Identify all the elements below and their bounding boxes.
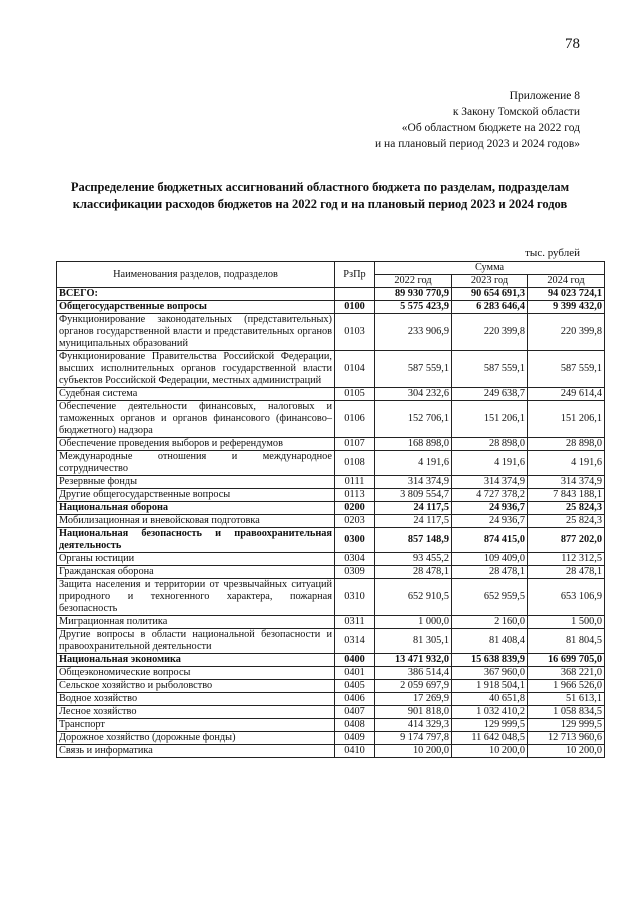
row-code: 0104 [335,351,375,388]
row-code: 0314 [335,629,375,654]
row-value-2023: 2 160,0 [452,616,528,629]
row-code: 0311 [335,616,375,629]
row-value-2024: 877 202,0 [528,528,605,553]
column-header-2022: 2022 год [375,275,452,288]
document-title: Распределение бюджетных ассигнований областного бюджета по разделам, подразделам классификации расходов бюджетов на 2022 год и на плановый период 2023 и 2024 годов [70,180,570,211]
row-code: 0310 [335,579,375,616]
row-name: Обеспечение проведения выборов и референдумов [57,438,335,451]
row-value-2022: 386 514,4 [375,667,452,680]
row-code: 0300 [335,528,375,553]
row-value-2022: 24 117,5 [375,502,452,515]
row-code: 0103 [335,314,375,351]
row-value-2024: 16 699 705,0 [528,654,605,667]
row-value-2024: 249 614,4 [528,388,605,401]
row-value-2023: 15 638 839,9 [452,654,528,667]
row-name: Сельское хозяйство и рыболовство [57,680,335,693]
row-value-2024: 1 058 834,5 [528,706,605,719]
row-value-2023: 4 191,6 [452,451,528,476]
row-value-2022: 233 906,9 [375,314,452,351]
row-name: Международные отношения и международное сотрудничество [57,451,335,476]
row-code [335,288,375,301]
appendix-line: Приложение 8 [509,90,580,102]
row-value-2024: 151 206,1 [528,401,605,438]
row-value-2022: 17 269,9 [375,693,452,706]
row-code: 0108 [335,451,375,476]
column-header-name: Наименования разделов, подразделов [57,262,335,288]
row-name: Лесное хозяйство [57,706,335,719]
row-value-2024: 129 999,5 [528,719,605,732]
row-value-2023: 874 415,0 [452,528,528,553]
appendix-header [375,88,580,152]
row-code: 0400 [335,654,375,667]
row-code: 0106 [335,401,375,438]
unit-label: тыс. рублей [525,247,580,259]
row-code: 0200 [335,502,375,515]
row-value-2023: 652 959,5 [452,579,528,616]
row-value-2022: 414 329,3 [375,719,452,732]
row-name: Функционирование законодательных (представительных) органов государственной власти и представительных органов муниципальных образований [57,314,335,351]
row-value-2024: 94 023 724,1 [528,288,605,301]
column-header-sum: Сумма [375,262,605,275]
row-value-2023: 314 374,9 [452,476,528,489]
appendix-line: «Об областном бюджете на 2022 год [401,122,580,134]
appendix-line: и на плановый период 2023 и 2024 годов» [375,138,580,150]
row-value-2024: 81 804,5 [528,629,605,654]
row-code: 0406 [335,693,375,706]
row-value-2022: 93 455,2 [375,553,452,566]
row-name: Транспорт [57,719,335,732]
row-value-2022: 13 471 932,0 [375,654,452,667]
row-value-2022: 1 000,0 [375,616,452,629]
row-value-2024: 25 824,3 [528,502,605,515]
table-row [57,515,605,528]
row-value-2023: 24 936,7 [452,502,528,515]
row-value-2024: 28 478,1 [528,566,605,579]
row-name: Резервные фонды [57,476,335,489]
row-name: Национальная экономика [57,654,335,667]
row-value-2024: 7 843 188,1 [528,489,605,502]
row-value-2023: 90 654 691,3 [452,288,528,301]
row-value-2023: 587 559,1 [452,351,528,388]
row-value-2022: 89 930 770,9 [375,288,452,301]
table-row [57,616,605,629]
row-value-2022: 5 575 423,9 [375,301,452,314]
row-code: 0107 [335,438,375,451]
table-row [57,489,605,502]
row-value-2024: 368 221,0 [528,667,605,680]
row-name: Другие общегосударственные вопросы [57,489,335,502]
row-value-2024: 1 966 526,0 [528,680,605,693]
row-name: Гражданская оборона [57,566,335,579]
row-name: Связь и информатика [57,745,335,758]
row-value-2024: 220 399,8 [528,314,605,351]
column-header-2023: 2023 год [452,275,528,288]
row-value-2024: 10 200,0 [528,745,605,758]
table-row [57,301,605,314]
table-row [57,451,605,476]
row-name: Обеспечение деятельности финансовых, налоговых и таможенных органов и органов финансового (финансово–бюджетного) надзора [57,401,335,438]
row-value-2023: 81 408,4 [452,629,528,654]
table-row [57,351,605,388]
row-name: ВСЕГО: [57,288,335,301]
table-row [57,528,605,553]
row-value-2023: 1 032 410,2 [452,706,528,719]
table-row [57,693,605,706]
row-value-2023: 6 283 646,4 [452,301,528,314]
row-code: 0309 [335,566,375,579]
row-value-2024: 12 713 960,6 [528,732,605,745]
row-value-2023: 367 960,0 [452,667,528,680]
row-value-2023: 28 898,0 [452,438,528,451]
row-code: 0407 [335,706,375,719]
row-code: 0410 [335,745,375,758]
row-name: Органы юстиции [57,553,335,566]
table-row [57,476,605,489]
row-value-2022: 9 174 797,8 [375,732,452,745]
row-name: Защита населения и территории от чрезвычайных ситуаций природного и техногенного характера, пожарная безопасность [57,579,335,616]
row-value-2023: 1 918 504,1 [452,680,528,693]
row-value-2022: 168 898,0 [375,438,452,451]
column-header-code: РзПр [335,262,375,288]
row-value-2024: 587 559,1 [528,351,605,388]
table-row [57,502,605,515]
appendix-line: к Закону Томской области [452,106,580,118]
page-number: 78 [565,36,580,52]
row-name: Общегосударственные вопросы [57,301,335,314]
table-row [57,680,605,693]
row-value-2023: 129 999,5 [452,719,528,732]
row-value-2024: 51 613,1 [528,693,605,706]
row-value-2022: 3 809 554,7 [375,489,452,502]
table-row [57,629,605,654]
table-row [57,553,605,566]
row-value-2024: 28 898,0 [528,438,605,451]
table-row [57,719,605,732]
table-row [57,566,605,579]
row-value-2022: 81 305,1 [375,629,452,654]
row-code: 0113 [335,489,375,502]
table-row [57,667,605,680]
row-name: Национальная безопасность и правоохранительная деятельность [57,528,335,553]
table-row [57,388,605,401]
row-name: Водное хозяйство [57,693,335,706]
row-value-2023: 4 727 378,2 [452,489,528,502]
row-value-2023: 151 206,1 [452,401,528,438]
row-code: 0111 [335,476,375,489]
row-name: Дорожное хозяйство (дорожные фонды) [57,732,335,745]
row-name: Мобилизационная и вневойсковая подготовка [57,515,335,528]
row-value-2022: 152 706,1 [375,401,452,438]
row-code: 0401 [335,667,375,680]
table-row [57,314,605,351]
table-header-row [57,262,605,275]
row-name: Другие вопросы в области национальной безопасности и правоохранительной деятельности [57,629,335,654]
table-row [57,579,605,616]
row-code: 0105 [335,388,375,401]
row-value-2023: 109 409,0 [452,553,528,566]
row-value-2022: 901 818,0 [375,706,452,719]
row-value-2022: 652 910,5 [375,579,452,616]
table-row [57,401,605,438]
row-value-2022: 304 232,6 [375,388,452,401]
table-row [57,438,605,451]
row-code: 0408 [335,719,375,732]
column-header-2024: 2024 год [528,275,605,288]
row-value-2022: 10 200,0 [375,745,452,758]
row-value-2024: 314 374,9 [528,476,605,489]
row-value-2022: 28 478,1 [375,566,452,579]
budget-table [56,261,605,758]
row-code: 0304 [335,553,375,566]
row-code: 0405 [335,680,375,693]
row-value-2023: 24 936,7 [452,515,528,528]
row-name: Функционирование Правительства Российской Федерации, высших исполнительных органов государственной власти субъектов Российской Федерации, местных администраций [57,351,335,388]
row-code: 0100 [335,301,375,314]
row-value-2022: 587 559,1 [375,351,452,388]
row-name: Национальная оборона [57,502,335,515]
row-value-2024: 653 106,9 [528,579,605,616]
row-value-2024: 9 399 432,0 [528,301,605,314]
row-value-2023: 28 478,1 [452,566,528,579]
row-value-2022: 857 148,9 [375,528,452,553]
row-value-2024: 4 191,6 [528,451,605,476]
row-value-2023: 10 200,0 [452,745,528,758]
row-value-2023: 220 399,8 [452,314,528,351]
row-value-2023: 11 642 048,5 [452,732,528,745]
row-value-2024: 25 824,3 [528,515,605,528]
row-name: Миграционная политика [57,616,335,629]
row-code: 0409 [335,732,375,745]
row-value-2023: 40 651,8 [452,693,528,706]
row-name: Судебная система [57,388,335,401]
table-row [57,654,605,667]
table-row [57,288,605,301]
row-value-2024: 112 312,5 [528,553,605,566]
row-value-2022: 4 191,6 [375,451,452,476]
row-value-2023: 249 638,7 [452,388,528,401]
row-code: 0203 [335,515,375,528]
table-row [57,745,605,758]
row-value-2024: 1 500,0 [528,616,605,629]
row-value-2022: 2 059 697,9 [375,680,452,693]
row-value-2022: 314 374,9 [375,476,452,489]
row-name: Общеэкономические вопросы [57,667,335,680]
table-row [57,706,605,719]
row-value-2022: 24 117,5 [375,515,452,528]
table-row [57,732,605,745]
